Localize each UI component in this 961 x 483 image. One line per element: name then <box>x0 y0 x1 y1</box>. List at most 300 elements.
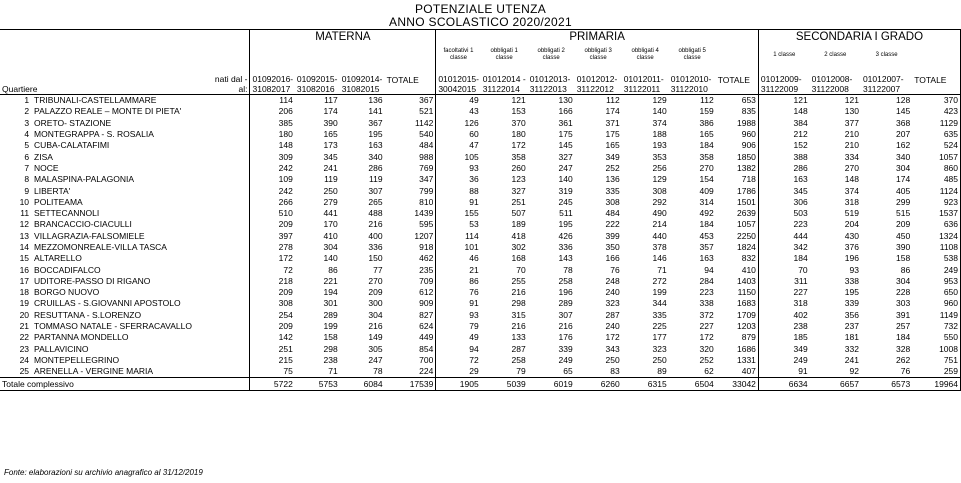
secondaria-value-2: 376 <box>844 242 859 252</box>
utenza-table <box>0 29 961 391</box>
quartiere-name: UDITORE-PASSO DI RIGANO <box>34 275 151 286</box>
table-row <box>0 366 961 378</box>
quartiere-label: Quartiere <box>2 84 38 94</box>
primaria-value-1: 53 <box>436 219 481 230</box>
primaria-value-2: 298 <box>511 298 526 309</box>
quartiere-number: 5 <box>24 140 30 151</box>
secondaria-value-2: 121 <box>844 95 859 106</box>
primaria-value-6: 252 <box>699 354 714 365</box>
secondaria-value-3: 228 <box>896 287 911 298</box>
primaria-value-3: 145 <box>558 140 573 151</box>
secondaria-value-3: 299 <box>896 196 911 207</box>
primaria-value-7: 1709 <box>736 309 756 320</box>
materna-value-4: 449 <box>419 332 434 343</box>
materna-value-4: 700 <box>419 354 434 365</box>
secondaria-value-2: 374 <box>844 185 859 196</box>
secondaria-value-4: 423 <box>912 106 960 117</box>
secondaria-value-4: 524 <box>912 140 960 151</box>
materna-value-2: 289 <box>323 309 338 320</box>
secondaria-value-2: 519 <box>844 208 859 219</box>
primaria-value-3: 426 <box>558 230 573 241</box>
secondaria-value-4: 485 <box>912 174 960 185</box>
primaria-value-1: 49 <box>436 95 481 107</box>
primaria-value-7: 718 <box>741 174 756 185</box>
materna-value-4: 224 <box>419 366 434 377</box>
secondaria-value-3: 405 <box>896 185 911 196</box>
materna-value-4: 612 <box>419 287 434 298</box>
primaria-value-2: 315 <box>511 309 526 320</box>
quartiere-name: TOMMASO NATALE - SFERRACAVALLO <box>34 321 192 332</box>
materna-value-3: 216 <box>368 219 383 230</box>
primaria-value-3: 258 <box>558 275 573 286</box>
title-line-2: ANNO SCOLASTICO 2020/2021 <box>389 15 572 29</box>
materna-value-2: 250 <box>323 185 338 196</box>
primaria-value-3: 511 <box>559 208 573 219</box>
materna-value-4: 521 <box>419 106 434 117</box>
table-row <box>0 287 961 298</box>
section-materna: MATERNA <box>250 30 436 45</box>
secondaria-value-3: 174 <box>896 174 911 185</box>
materna-value-1: 510 <box>250 208 295 219</box>
materna-value-4: 827 <box>419 309 434 320</box>
primaria-value-7: 1988 <box>736 117 756 128</box>
primaria-value-6: 223 <box>699 287 714 298</box>
primaria-value-3: 196 <box>558 287 573 298</box>
materna-value-3: 286 <box>368 162 383 173</box>
secondaria-value-3: 328 <box>896 343 911 354</box>
primaria-value-1: 47 <box>436 140 481 151</box>
quartiere-name: BRANCACCIO-CIACULLI <box>34 219 132 230</box>
quartiere-name: BORGO NUOVO <box>34 287 100 298</box>
secondaria-value-1: 70 <box>758 264 809 275</box>
secondaria-value-3: 304 <box>896 162 911 173</box>
materna-value-2: 119 <box>324 174 338 185</box>
primaria-value-6: 94 <box>704 264 714 275</box>
materna-value-2: 117 <box>324 95 338 106</box>
primaria-value-1: 36 <box>436 174 481 185</box>
primaria-totale-header: TOTALE <box>716 66 759 95</box>
materna-value-1: 254 <box>250 310 295 321</box>
primaria-date-1: 01012015- 30042015 <box>436 66 481 95</box>
primaria-value-7: 1057 <box>736 219 756 230</box>
secondaria-value-4: 650 <box>912 287 960 298</box>
secondaria-sub-1: 1 classe <box>758 44 809 66</box>
primaria-value-1: 126 <box>436 118 481 129</box>
primaria-total-5: 6315 <box>622 378 669 391</box>
secondaria-value-4: 923 <box>912 197 960 208</box>
materna-value-2: 304 <box>323 242 338 252</box>
primaria-value-1: 93 <box>436 163 481 174</box>
quartiere-number: 4 <box>24 129 30 140</box>
primaria-value-6: 357 <box>699 242 714 252</box>
materna-value-3: 150 <box>368 253 383 264</box>
quartiere-name: LIBERTA' <box>34 185 71 196</box>
secondaria-value-3: 209 <box>896 219 911 230</box>
quartiere-name: MONTEGRAPPA - S. ROSALIA <box>34 129 154 140</box>
section-primaria: PRIMARIA <box>436 30 759 45</box>
materna-value-2: 390 <box>323 117 338 128</box>
secondaria-value-1: 349 <box>758 344 809 355</box>
secondaria-value-2: 339 <box>844 298 859 309</box>
materna-value-1: 142 <box>250 332 295 343</box>
header-blank <box>0 30 250 45</box>
primaria-value-2: 287 <box>511 343 526 354</box>
primaria-value-7: 1382 <box>736 162 756 173</box>
primaria-sub-4: obbligati 3 classe <box>584 48 612 61</box>
materna-value-3: 270 <box>368 275 383 286</box>
secondaria-totale-header: TOTALE <box>912 66 960 95</box>
primaria-value-5: 129 <box>652 95 667 106</box>
primaria-value-5: 89 <box>657 366 667 377</box>
primaria-value-3: 307 <box>558 309 573 320</box>
materna-value-4: 540 <box>419 129 434 140</box>
quartiere-name: NOCE <box>34 162 59 173</box>
table-row <box>0 118 961 129</box>
primaria-value-4: 371 <box>605 117 620 128</box>
primaria-value-1: 114 <box>436 231 481 242</box>
quartiere-name: CRUILLAS - S.GIOVANNI APOSTOLO <box>34 298 181 309</box>
primaria-value-4: 248 <box>605 275 620 286</box>
secondaria-value-4: 370 <box>912 95 960 107</box>
secondaria-value-3: 184 <box>896 332 911 343</box>
primaria-value-7: 835 <box>741 106 756 117</box>
secondaria-value-2: 334 <box>844 151 859 162</box>
secondaria-value-2: 237 <box>844 321 859 332</box>
materna-value-1: 180 <box>250 129 295 140</box>
secondaria-value-2: 338 <box>844 275 859 286</box>
materna-value-4: 1142 <box>415 117 434 128</box>
materna-value-3: 265 <box>368 196 383 207</box>
quartiere-number: 20 <box>19 309 30 320</box>
primaria-value-7: 2250 <box>736 230 756 241</box>
primaria-value-7: 1403 <box>736 275 756 286</box>
materna-value-4: 918 <box>419 242 434 252</box>
materna-value-3: 300 <box>368 298 383 309</box>
primaria-value-7: 1203 <box>736 321 756 332</box>
secondaria-value-4: 1108 <box>912 242 960 253</box>
table-row <box>0 151 961 162</box>
primaria-value-3: 78 <box>563 264 573 275</box>
primaria-value-1: 91 <box>436 197 481 208</box>
primaria-value-1: 94 <box>436 344 481 355</box>
secondaria-value-1: 306 <box>758 197 809 208</box>
secondaria-value-4: 860 <box>912 163 960 174</box>
quartiere-number: 25 <box>19 366 30 377</box>
primaria-value-1: 86 <box>436 276 481 287</box>
materna-value-2: 199 <box>323 321 338 332</box>
secondaria-value-2: 196 <box>844 253 859 264</box>
materna-value-1: 109 <box>250 174 295 185</box>
secondaria-value-3: 207 <box>896 129 911 140</box>
primaria-value-3: 143 <box>558 253 573 264</box>
quartiere-number: 19 <box>19 298 30 309</box>
primaria-value-2: 153 <box>511 106 526 117</box>
primaria-value-3: 175 <box>558 129 573 140</box>
table-row <box>0 140 961 151</box>
secondaria-total-4: 19964 <box>912 378 960 391</box>
secondaria-value-2: 195 <box>844 287 859 298</box>
primaria-value-1: 60 <box>436 129 481 140</box>
quartiere-number: 10 <box>19 196 30 207</box>
primaria-value-3: 289 <box>558 298 573 309</box>
primaria-value-5: 378 <box>652 242 667 252</box>
primaria-value-4: 484 <box>605 208 620 219</box>
secondaria-value-1: 223 <box>758 219 809 230</box>
materna-value-3: 367 <box>368 117 383 128</box>
materna-value-3: 209 <box>368 287 383 298</box>
primaria-value-5: 71 <box>657 264 667 275</box>
primaria-value-3: 339 <box>558 343 573 354</box>
quartiere-name: BOCCADIFALCO <box>34 264 101 275</box>
secondaria-value-4: 636 <box>912 219 960 230</box>
primaria-value-1: 88 <box>436 185 481 196</box>
primaria-value-2: 258 <box>511 354 526 365</box>
table-row <box>0 208 961 219</box>
primaria-value-3: 176 <box>558 332 573 343</box>
secondaria-value-4: 1149 <box>912 310 960 321</box>
quartiere-number: 3 <box>24 117 30 128</box>
secondaria-value-4: 550 <box>912 332 960 343</box>
primaria-value-3: 249 <box>558 354 573 365</box>
primaria-value-6: 270 <box>699 162 714 173</box>
secondaria-value-2: 92 <box>849 366 859 377</box>
secondaria-value-1: 503 <box>758 208 809 219</box>
quartiere-name: ARENELLA - VERGINE MARIA <box>34 366 154 377</box>
secondaria-value-2: 93 <box>849 264 859 275</box>
primaria-value-7: 879 <box>741 332 756 343</box>
quartiere-name: MONTEPELLEGRINO <box>34 354 120 365</box>
secondaria-value-4: 751 <box>912 355 960 366</box>
materna-value-2: 238 <box>323 354 338 365</box>
primaria-value-5: 292 <box>652 196 667 207</box>
quartiere-number: 22 <box>19 332 30 343</box>
materna-value-3: 304 <box>368 309 383 320</box>
primaria-value-6: 314 <box>699 196 714 207</box>
total-label: Totale complessivo <box>0 378 250 391</box>
primaria-value-6: 453 <box>699 230 714 241</box>
materna-date-3: 01092014- 31082015 <box>340 66 385 95</box>
primaria-value-2: 216 <box>511 287 526 298</box>
quartiere-name: PALLAVICINO <box>34 343 89 354</box>
materna-value-1: 206 <box>250 106 295 117</box>
quartiere-name: POLITEAMA <box>34 196 83 207</box>
primaria-value-3: 319 <box>558 185 573 196</box>
quartiere-number: 8 <box>24 174 30 185</box>
quartiere-number: 16 <box>19 264 30 275</box>
primaria-value-1: 49 <box>436 332 481 343</box>
materna-value-4: 484 <box>419 140 434 151</box>
primaria-value-2: 168 <box>511 253 526 264</box>
primaria-value-1: 155 <box>436 208 481 219</box>
materna-value-1: 308 <box>250 298 295 309</box>
primaria-value-6: 358 <box>699 151 714 162</box>
materna-value-4: 235 <box>419 264 434 275</box>
materna-value-3: 149 <box>368 332 383 343</box>
materna-value-1: 385 <box>250 118 295 129</box>
materna-value-2: 71 <box>328 366 338 377</box>
materna-date-2: 01092015- 31082016 <box>295 66 340 95</box>
secondaria-value-1: 342 <box>758 242 809 253</box>
materna-value-2: 170 <box>323 219 338 230</box>
quartiere-number: 24 <box>19 354 30 365</box>
primaria-value-1: 79 <box>436 321 481 332</box>
primaria-value-6: 184 <box>699 140 714 151</box>
materna-value-2: 301 <box>323 298 338 309</box>
materna-value-2: 86 <box>328 264 338 275</box>
primaria-value-6: 492 <box>699 208 714 219</box>
primaria-value-6: 112 <box>700 95 714 106</box>
primaria-value-4: 165 <box>605 140 620 151</box>
primaria-value-7: 1501 <box>736 196 756 207</box>
primaria-value-4: 136 <box>605 174 620 185</box>
secondaria-value-2: 377 <box>844 117 859 128</box>
quartiere-number: 13 <box>19 230 30 241</box>
secondaria-value-2: 130 <box>844 106 859 117</box>
quartiere-name: ORETO- STAZIONE <box>34 117 112 128</box>
primaria-total-1: 1905 <box>436 378 481 391</box>
primaria-value-7: 653 <box>741 95 756 106</box>
primaria-total-7: 33042 <box>716 378 759 391</box>
materna-value-1: 251 <box>250 344 295 355</box>
materna-value-3: 141 <box>368 106 383 117</box>
secondaria-value-2: 332 <box>844 343 859 354</box>
primaria-value-7: 1786 <box>736 185 756 196</box>
primaria-date-5: 01012011- 31122011 <box>622 66 669 95</box>
materna-value-3: 119 <box>369 174 383 185</box>
secondaria-value-3: 450 <box>896 230 911 241</box>
primaria-value-2: 189 <box>511 219 526 230</box>
secondaria-value-1: 212 <box>758 129 809 140</box>
primaria-value-5: 308 <box>652 185 667 196</box>
quartiere-name: MEZZOMONREALE-VILLA TASCA <box>34 242 167 252</box>
secondaria-sub-2: 2 classe <box>824 51 847 58</box>
table-row <box>0 106 961 117</box>
primaria-value-6: 154 <box>699 174 714 185</box>
secondaria-value-3: 257 <box>896 321 911 332</box>
primaria-value-1: 43 <box>436 106 481 117</box>
primaria-value-5: 177 <box>652 332 667 343</box>
primaria-value-4: 175 <box>605 129 620 140</box>
secondaria-value-4: 259 <box>912 366 960 378</box>
materna-value-3: 488 <box>368 208 383 219</box>
primaria-value-5: 225 <box>652 321 667 332</box>
primaria-value-2: 507 <box>511 208 526 219</box>
primaria-value-5: 323 <box>652 343 667 354</box>
table-row <box>0 163 961 174</box>
primaria-value-3: 361 <box>558 117 573 128</box>
quartiere-name: VILLAGRAZIA-FALSOMIELE <box>34 230 145 241</box>
primaria-value-6: 62 <box>704 366 714 377</box>
primaria-value-4: 240 <box>605 287 620 298</box>
materna-value-3: 307 <box>368 185 383 196</box>
secondaria-sub-3: 3 classe <box>875 51 898 58</box>
secondaria-value-3: 304 <box>896 275 911 286</box>
secondaria-value-3: 340 <box>896 151 911 162</box>
primaria-value-7: 1824 <box>736 242 756 252</box>
primaria-value-6: 409 <box>699 185 714 196</box>
primaria-date-4: 01012012- 31122012 <box>575 66 622 95</box>
primaria-value-7: 407 <box>741 366 756 377</box>
primaria-value-6: 163 <box>699 253 714 264</box>
materna-value-1: 72 <box>250 264 295 275</box>
materna-value-4: 595 <box>419 219 434 230</box>
table-row <box>0 298 961 309</box>
primaria-value-2: 358 <box>511 151 526 162</box>
secondaria-value-4: 1324 <box>912 231 960 242</box>
primaria-value-5: 250 <box>652 354 667 365</box>
secondaria-value-1: 318 <box>758 298 809 309</box>
primaria-value-4: 252 <box>605 162 620 173</box>
secondaria-value-2: 430 <box>844 230 859 241</box>
primaria-value-3: 130 <box>558 95 573 106</box>
quartiere-number: 6 <box>24 151 30 162</box>
secondaria-date-3: 01012007- 31122007 <box>861 66 912 95</box>
materna-value-2: 241 <box>323 162 338 173</box>
secondaria-value-3: 515 <box>896 208 911 219</box>
materna-value-2: 158 <box>323 332 338 343</box>
materna-value-1: 148 <box>250 140 295 151</box>
primaria-value-2: 180 <box>511 129 526 140</box>
materna-value-4: 709 <box>419 275 434 286</box>
primaria-value-4: 112 <box>606 95 620 106</box>
primaria-value-5: 129 <box>652 174 667 185</box>
primaria-value-6: 165 <box>699 129 714 140</box>
primaria-total-3: 6019 <box>528 378 575 391</box>
secondaria-value-4: 249 <box>912 264 960 275</box>
secondaria-value-3: 76 <box>900 366 911 377</box>
materna-value-1: 397 <box>250 231 295 242</box>
primaria-value-7: 410 <box>741 264 756 275</box>
materna-value-3: 400 <box>368 230 383 241</box>
materna-value-1: 266 <box>250 197 295 208</box>
quartiere-name: PARTANNA MONDELLO <box>34 332 129 343</box>
quartiere-name: CUBA-CALATAFIMI <box>34 140 110 151</box>
primaria-value-5: 256 <box>652 162 667 173</box>
secondaria-value-1: 402 <box>758 310 809 321</box>
primaria-value-1: 91 <box>436 298 481 309</box>
materna-value-4: 347 <box>419 174 434 185</box>
materna-value-2: 194 <box>323 287 338 298</box>
primaria-value-2: 79 <box>516 366 526 377</box>
primaria-value-7: 1331 <box>736 354 756 365</box>
secondaria-value-3: 368 <box>896 117 911 128</box>
primaria-value-6: 338 <box>699 298 714 309</box>
primaria-value-1: 76 <box>436 287 481 298</box>
nati-dal-label: nati dal - <box>214 74 248 84</box>
primaria-value-6: 320 <box>699 343 714 354</box>
materna-value-1: 209 <box>250 321 295 332</box>
primaria-value-4: 349 <box>605 151 620 162</box>
secondaria-total-3: 6573 <box>861 378 912 391</box>
table-row <box>0 264 961 275</box>
primaria-value-1: 93 <box>436 310 481 321</box>
primaria-value-5: 335 <box>652 309 667 320</box>
secondaria-value-1: 345 <box>758 185 809 196</box>
primaria-value-6: 386 <box>699 117 714 128</box>
quartiere-number: 17 <box>19 275 30 286</box>
table-row <box>0 197 961 208</box>
primaria-value-3: 140 <box>558 174 573 185</box>
secondaria-value-2: 210 <box>844 129 859 140</box>
secondaria-value-1: 249 <box>758 355 809 366</box>
primaria-value-4: 250 <box>605 354 620 365</box>
primaria-value-5: 440 <box>652 230 667 241</box>
quartiere-name: PALAZZO REALE – MONTE DI PIETA' <box>34 106 182 117</box>
primaria-sub-3: obbligati 2 classe <box>537 48 565 61</box>
secondaria-value-1: 163 <box>758 174 809 185</box>
secondaria-value-1: 286 <box>758 163 809 174</box>
secondaria-value-2: 204 <box>844 219 859 230</box>
